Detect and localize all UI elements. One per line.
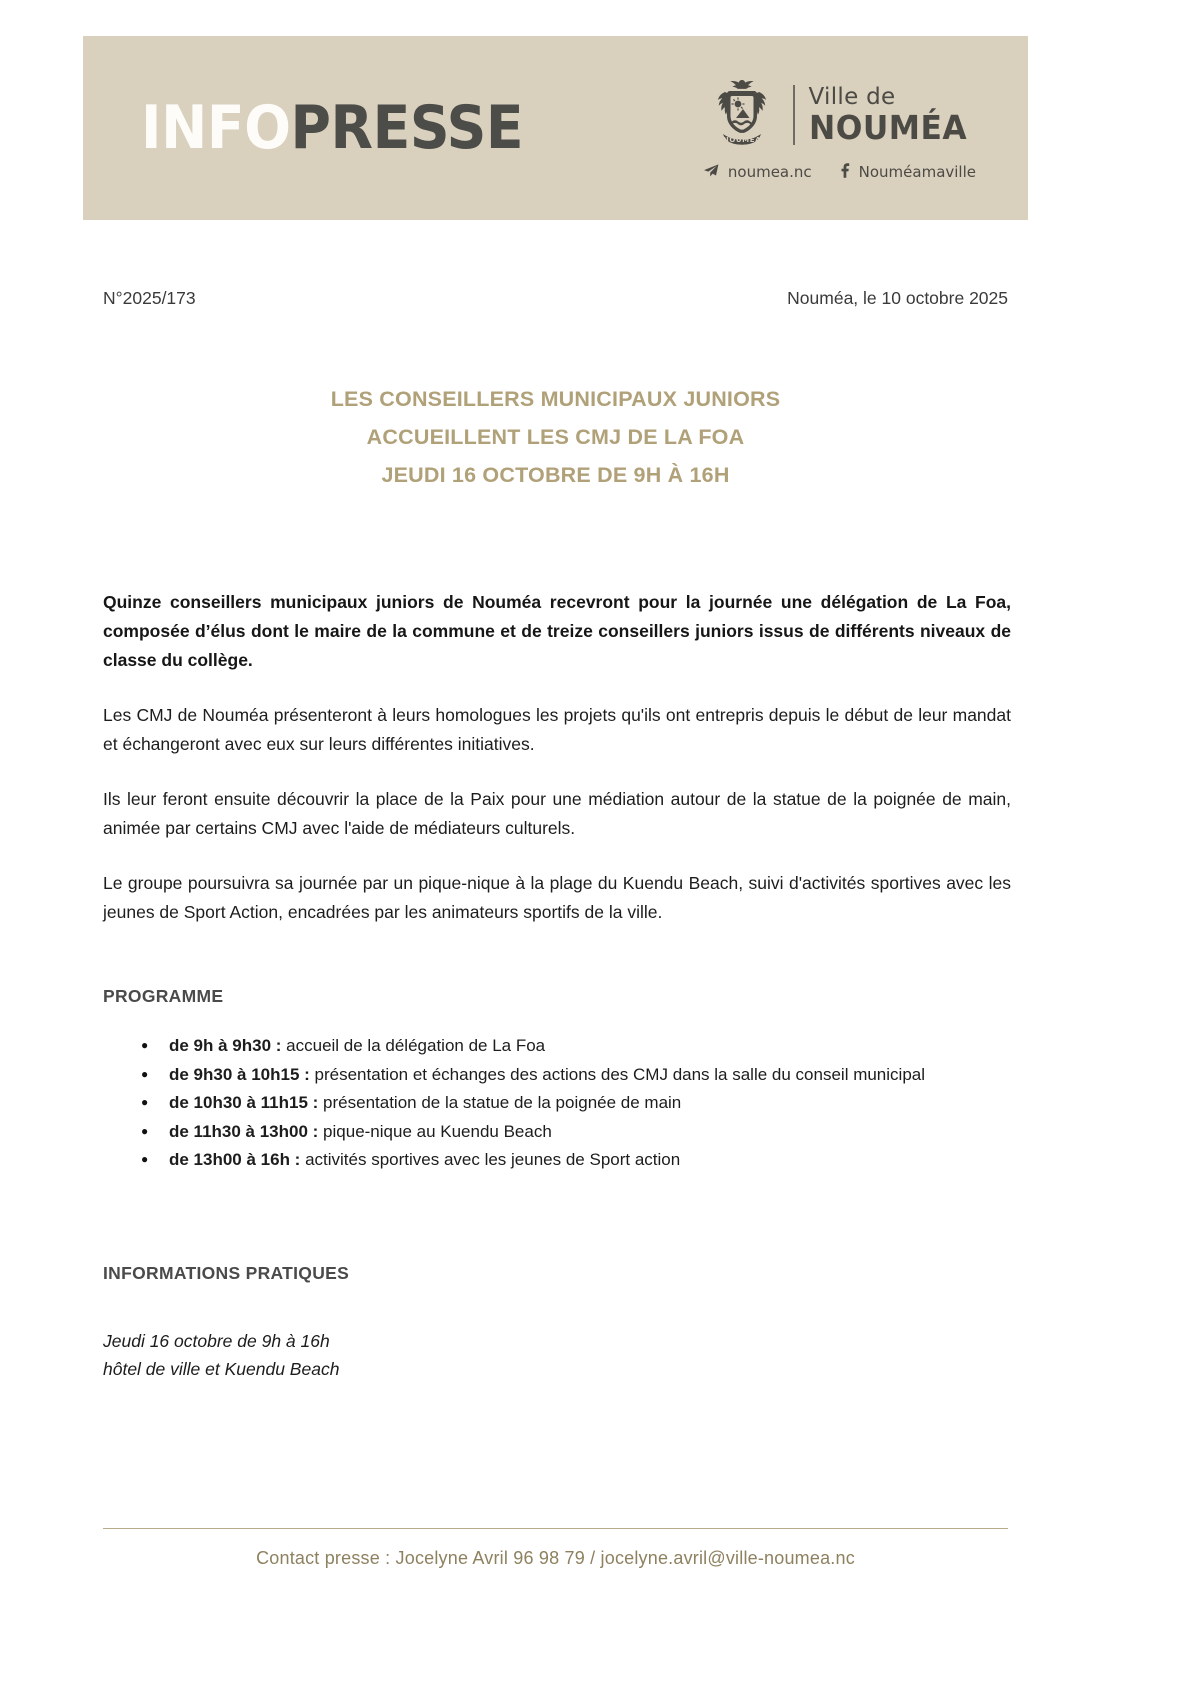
reference-number: N°2025/173: [103, 288, 196, 308]
programme-time: de 11h30 à 13h00 :: [169, 1121, 319, 1141]
programme-time: de 9h30 à 10h15 :: [169, 1064, 310, 1084]
footer-divider: [103, 1528, 1008, 1529]
programme-time: de 13h00 à 16h :: [169, 1150, 301, 1169]
lead-paragraph: Quinze conseillers municipaux juniors de Nouméa recevront pour la journée une délégation de La Foa, composée d’élus dont le maire de la commune et de treize conseillers juniors issus de différents niveaux de classe du collège.: [103, 592, 1011, 670]
logo-presse-text: PRESSE: [290, 93, 524, 163]
infopresse-logo: [141, 93, 524, 163]
body-paragraph: Le groupe poursuivra sa journée par un pique-nique à la plage du Kuendu Beach, suivi d'activités sportives avec les jeunes de Sport Action, encadrées par les animateurs sportifs de la ville.: [103, 873, 1011, 922]
list-item: [141, 1089, 1046, 1117]
facebook-label: Nouméamaville: [858, 162, 976, 181]
logo-info-text: INFO: [141, 93, 291, 163]
body-content: [103, 588, 1011, 953]
infos-line-1: Jeudi 16 octobre de 9h à 16h: [103, 1331, 330, 1351]
footer-contact: Contact presse : Jocelyne Avril 96 98 79 / jocelyne.avril@ville-noumea.nc: [256, 1548, 855, 1568]
body-paragraph: Les CMJ de Nouméa présenteront à leurs homologues les projets qu'ils ont entrepris depuis le début de leur mandat et échangeront avec eux sur leurs différentes initiatives.: [103, 705, 1011, 754]
paper-plane-icon: [704, 164, 719, 180]
programme-list: [103, 1032, 1046, 1175]
title-line-1: LES CONSEILLERS MUNICIPAUX JUNIORS: [330, 387, 781, 411]
programme-desc: présentation de la statue de la poignée de main: [318, 1093, 682, 1112]
social-links-row: [704, 163, 976, 181]
ville-de-label: Ville de: [808, 83, 896, 110]
list-item: [141, 1061, 1046, 1089]
svg-text:NOUMEA: NOUMEA: [722, 135, 762, 144]
list-item: [141, 1118, 1046, 1146]
infos-pratiques-content: [103, 1327, 1008, 1383]
website-label: noumea.nc: [727, 162, 812, 181]
programme-time: de 10h30 à 11h15 :: [169, 1093, 319, 1112]
facebook-icon: [840, 163, 850, 181]
ville-de-noumea-logo: [704, 76, 976, 181]
list-item: [141, 1146, 1046, 1174]
programme-desc: accueil de la délégation de La Foa: [281, 1036, 546, 1055]
infos-pratiques-heading: INFORMATIONS PRATIQUES: [103, 1263, 350, 1283]
programme-time: de 9h à 9h30 :: [169, 1036, 282, 1055]
reference-date-row: [103, 288, 1008, 309]
programme-heading: PROGRAMME: [103, 986, 224, 1006]
infos-line-2: hôtel de ville et Kuendu Beach: [103, 1359, 340, 1379]
title-line-2: ACCUEILLENT LES CMJ DE LA FOA: [366, 425, 745, 449]
dateline: Nouméa, le 10 octobre 2025: [787, 288, 1008, 308]
list-item: [141, 1032, 1046, 1060]
programme-desc: pique-nique au Kuendu Beach: [318, 1121, 552, 1141]
noumea-label: NOUMÉA: [808, 107, 967, 147]
logo-divider: [793, 85, 795, 145]
programme-desc: activités sportives avec les jeunes de Sport action: [300, 1150, 681, 1169]
header-banner: [83, 36, 1028, 220]
body-paragraph: Ils leur feront ensuite découvrir la place de la Paix pour une médiation autour de la statue de la poignée de main, animée par certains CMJ avec l'aide de médiateurs culturels.: [103, 789, 1011, 838]
noumea-coat-of-arms-icon: [705, 76, 779, 154]
page-title: [103, 380, 1008, 494]
ville-logo-row: [705, 76, 975, 154]
programme-desc: présentation et échanges des actions des CMJ dans la salle du conseil municipal: [309, 1064, 925, 1084]
ville-wordmark: [808, 83, 975, 147]
title-line-3: JEUDI 16 OCTOBRE DE 9H À 16H: [381, 463, 730, 487]
